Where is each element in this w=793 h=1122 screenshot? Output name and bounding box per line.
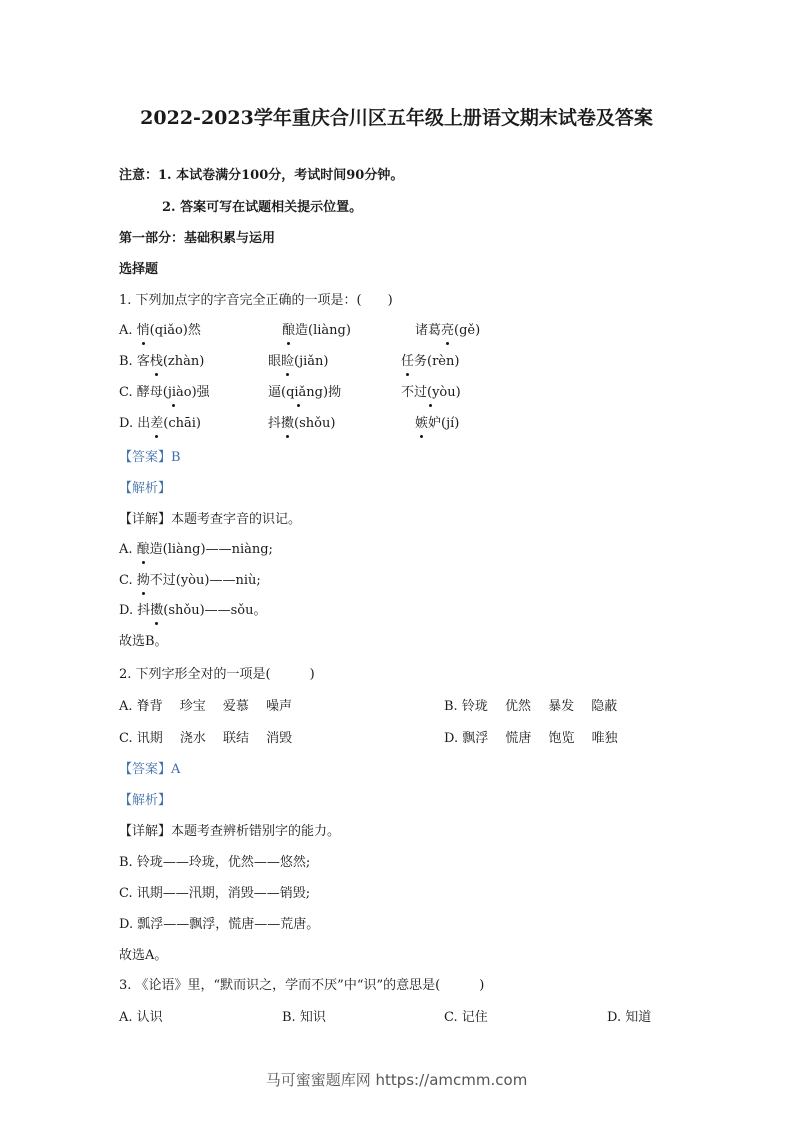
q2-option-b: B. 铃珑 优然 暴发 隐蔽 — [444, 699, 618, 714]
q1-answer — [119, 448, 181, 468]
dotted-char: 栈 — [150, 352, 163, 372]
q1-analysis-label: 【解析】 — [119, 481, 172, 496]
section-title: 第一部分：基础积累与运用 — [119, 231, 276, 246]
q1-option-d: D. 出差(chāi) 抖擞(shǒu) 嫉妒(jí) — [119, 414, 679, 434]
dotted-char: 悄 — [137, 321, 150, 341]
q1-detail: 【详解】本题考查字音的识记。 — [119, 512, 302, 527]
q1-option-b: B. 客栈(zhàn) 眼睑(jiǎn) 任务(rèn) — [119, 352, 679, 372]
dotted-char: 逼(qiǎng) — [268, 383, 328, 403]
footer-watermark: 马可蜜蜜题库网 https://amcmm.com — [265, 1071, 528, 1089]
q1-stem: 1. 下列加点字的字音完全正确的一项是：( ) — [119, 293, 393, 308]
answer-label: 【答案】B — [119, 450, 181, 465]
q1-option-c: C. 酵母(jiào)强 逼(qiǎng)拗 不过(yòu) — [119, 383, 679, 403]
page-title: 2022-2023学年重庆合川区五年级上册语文期末试卷及答案 — [140, 107, 653, 129]
subsection-title: 选择题 — [119, 262, 159, 277]
q2-detail: 【详解】本题考查辨析错别字的能力。 — [119, 824, 341, 839]
q2-detail-b: B. 铃珑——玲珑，优然——悠然; — [119, 855, 311, 870]
q3-stem: 3. 《论语》里，“默而识之，学而不厌”中“识”的意思是( ) — [119, 978, 485, 993]
note-2: 2. 答案可写在试题相关提示位置。 — [162, 200, 363, 215]
q2-conclusion: 故选A。 — [119, 948, 168, 963]
dotted-char: 不过(yòu) — [401, 383, 461, 403]
q2-stem: 2. 下列字形全对的一项是( ) — [119, 667, 315, 682]
q1-detail-a: A. 酿造(liàng)——niàng; — [119, 540, 273, 560]
q2-option-d: D. 飘浮 慌唐 饱览 唯独 — [444, 731, 618, 746]
dotted-char: 亮 — [441, 321, 454, 341]
note-1: 注意：1. 本试卷满分100分，考试时间90分钟。 — [119, 168, 404, 183]
q2-option-c: C. 讯期 浇水 联结 消毁 — [119, 731, 293, 746]
dotted-char: 任 — [401, 352, 414, 372]
q1-option-a: A. 悄(qiǎo)然 酿造(liàng) 诸葛亮(gě) — [119, 321, 679, 341]
q2-detail-d: D. 瓢浮——飘浮，慌唐——荒唐。 — [119, 917, 320, 932]
dotted-char: 差 — [150, 414, 163, 434]
q1-detail-d: D. 抖擞(shǒu)——sǒu。 — [119, 601, 267, 621]
dotted-char: 酿 — [137, 540, 150, 560]
dotted-char: 拗 — [137, 571, 150, 591]
q3-option-b: B. 知识 — [282, 1010, 326, 1025]
q3-option-d: D. 知道 — [607, 1010, 652, 1025]
dotted-char: 母(jiào) — [150, 383, 197, 403]
dotted-char: 擞 — [150, 601, 163, 621]
q2-detail-c: C. 讯期——汛期，消毁——销毁; — [119, 886, 311, 901]
q2-option-a: A. 脊背 珍宝 爱慕 噪声 — [119, 699, 293, 714]
dotted-char: 擞 — [281, 414, 294, 434]
dotted-char: 嫉 — [415, 414, 428, 434]
dotted-char: 酿 — [282, 321, 295, 341]
q2-answer: 【答案】A — [119, 762, 181, 777]
q3-option-a: A. 认识 — [119, 1010, 163, 1025]
q1-detail-c: C. 拗不过(yòu)——niù; — [119, 571, 261, 591]
dotted-char: 睑 — [281, 352, 294, 372]
q3-option-c: C. 记住 — [444, 1010, 488, 1025]
q2-analysis-label: 【解析】 — [119, 793, 172, 808]
q1-conclusion: 故选B。 — [119, 634, 168, 649]
